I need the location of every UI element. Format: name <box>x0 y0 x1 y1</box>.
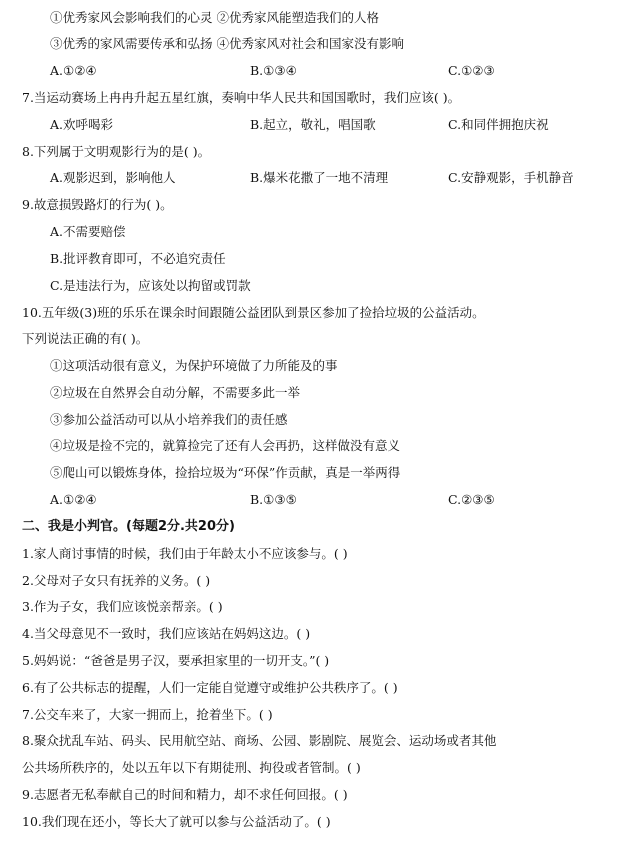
q10-statement-2: ②垃圾在自然界会自动分解，不需要多此一举 <box>50 385 301 400</box>
q10-statement-4: ④垃圾是捡不完的，就算捡完了还有人会再扔，这样做没有意义 <box>50 438 401 453</box>
q8-option-c: C.安静观影，手机静音 <box>448 170 574 185</box>
q9-stem: 9.故意损毁路灯的行为( )。 <box>22 197 173 212</box>
q10-stem-line-2: 下列说法正确的有( )。 <box>22 331 149 346</box>
q6-option-b: B.①③④ <box>250 63 297 78</box>
judge-item-7: 7.公交车来了，大家一拥而上，抢着坐下。( ) <box>22 707 273 722</box>
q9-option-a: A.不需要赔偿 <box>50 224 126 239</box>
q10-option-b: B.①③⑤ <box>250 492 297 507</box>
q10-statement-1: ①这项活动很有意义，为保护环境做了力所能及的事 <box>50 358 338 373</box>
q9-option-b: B.批评教育即可，不必追究责任 <box>50 251 226 266</box>
section-2-heading: 二、我是小判官。(每题2分.共20分) <box>22 519 235 534</box>
judge-item-2: 2.父母对子女只有抚养的义务。( ) <box>22 573 211 588</box>
q8-stem: 8.下列属于文明观影行为的是( )。 <box>22 144 211 159</box>
q6-option-c: C.①②③ <box>448 63 495 78</box>
q7-option-a: A.欢呼喝彩 <box>50 117 114 132</box>
judge-item-5: 5.妈妈说：“爸爸是男子汉，要承担家里的一切开支。”( ) <box>22 653 330 668</box>
q7-option-c: C.和同伴拥抱庆祝 <box>448 117 549 132</box>
judge-item-6: 6.有了公共标志的提醒，人们一定能自觉遵守或维护公共秩序了。( ) <box>22 680 398 695</box>
q10-statement-5: ⑤爬山可以锻炼身体，捡拾垃圾为“环保”作贡献，真是一举两得 <box>50 465 401 480</box>
q10-option-c: C.②③⑤ <box>448 492 495 507</box>
q6-statement-1: ①优秀家风会影响我们的心灵 ②优秀家风能塑造我们的人格 <box>50 10 379 25</box>
judge-item-4: 4.当父母意见不一致时，我们应该站在妈妈这边。( ) <box>22 626 311 641</box>
judge-item-3: 3.作为子女，我们应该悦亲帮亲。( ) <box>22 599 223 614</box>
judge-item-9: 9.志愿者无私奉献自己的时间和精力，却不求任何回报。( ) <box>22 787 348 802</box>
q9-option-c: C.是违法行为，应该处以拘留或罚款 <box>50 278 251 293</box>
judge-item-8-line-2: 公共场所秩序的，处以五年以下有期徒刑、拘役或者管制。( ) <box>22 760 361 775</box>
q7-stem: 7.当运动赛场上冉冉升起五星红旗，奏响中华人民共和国国歌时，我们应该( )。 <box>22 90 461 105</box>
judge-item-8-line-1: 8.聚众扰乱车站、码头、民用航空站、商场、公园、影剧院、展览会、运动场或者其他 <box>22 733 497 748</box>
judge-item-10: 10.我们现在还小，等长大了就可以参与公益活动了。( ) <box>22 814 331 829</box>
judge-item-1: 1.家人商讨事情的时候，我们由于年龄太小不应该参与。( ) <box>22 546 348 561</box>
q8-option-a: A.观影迟到，影响他人 <box>50 170 176 185</box>
q7-option-b: B.起立，敬礼，唱国歌 <box>250 117 376 132</box>
q10-option-a: A.①②④ <box>50 492 97 507</box>
q6-option-a: A.①②④ <box>50 63 97 78</box>
q10-stem-line-1: 10.五年级(3)班的乐乐在课余时间跟随公益团队到景区参加了捡拾垃圾的公益活动。 <box>22 305 485 320</box>
q6-statement-2: ③优秀的家风需要传承和弘扬 ④优秀家风对社会和国家没有影响 <box>50 36 404 51</box>
q8-option-b: B.爆米花撒了一地不清理 <box>250 170 389 185</box>
q10-statement-3: ③参加公益活动可以从小培养我们的责任感 <box>50 412 288 427</box>
